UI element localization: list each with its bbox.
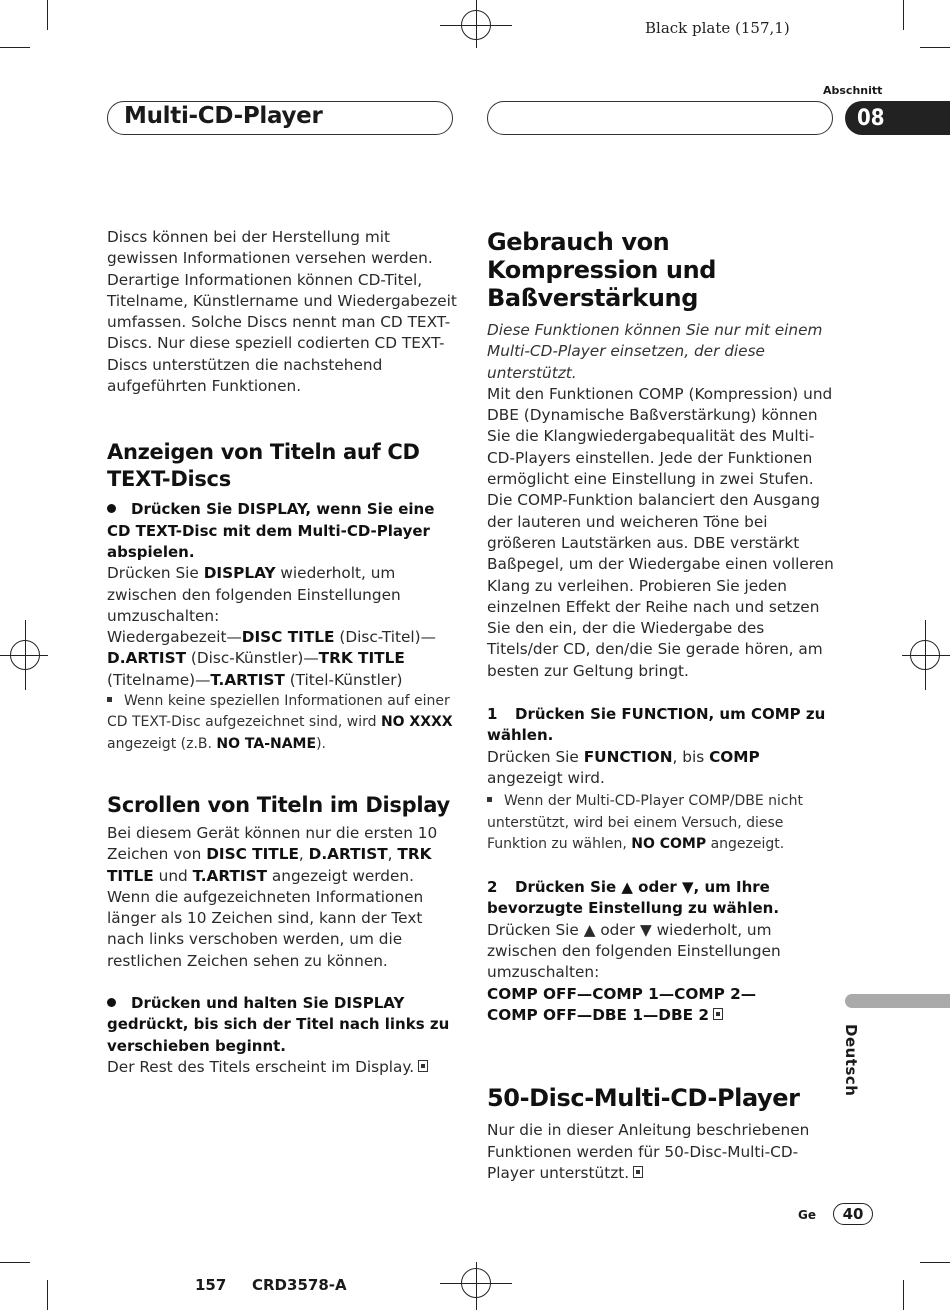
crop-mark [920, 47, 950, 48]
heading-display-titles: Anzeigen von Titeln auf CD TEXT-Discs [107, 440, 420, 492]
italic-note: Diese Funktionen können Sie nur mit einem Multi-CD-Player einsetzen, der diese unterstützt. [487, 321, 823, 382]
text-bold: DISC TITLE [206, 845, 299, 864]
heading-scroll-titles: Scrollen von Titeln im Display [107, 792, 450, 817]
step-number: 1 [487, 705, 498, 724]
text: Wenn der Multi-CD-Player COMP/DBE nicht unterstützt, wird bei einem Versuch, diese Funktion zu wählen, [487, 793, 803, 852]
registration-mark [0, 655, 48, 656]
note [107, 691, 459, 755]
instruction-bullet [107, 499, 459, 563]
crop-mark [0, 47, 30, 48]
language-tab-bar [845, 994, 950, 1008]
footer-number: 157 [195, 1276, 227, 1294]
footer-code: CRD3578-A [252, 1276, 347, 1294]
bullet-icon [107, 998, 116, 1007]
end-mark-icon [418, 1060, 428, 1072]
step-text: Drücken Sie ▲ oder ▼, um Ihre bevorzugte Einstellung zu wählen. [487, 878, 780, 918]
chapter-title: Multi-CD-Player [124, 103, 323, 129]
text: (Disc-Künstler)— [186, 649, 319, 668]
crop-mark [0, 1262, 30, 1263]
text-bold: TRK TITLE [318, 649, 405, 668]
sequence-paragraph [107, 627, 459, 691]
text-bold: T.ARTIST [192, 866, 268, 885]
step-1-paragraph [487, 747, 835, 790]
text: (Titel-Künstler) [284, 670, 403, 689]
step-number: 2 [487, 878, 498, 897]
text-bold: NO COMP [631, 835, 707, 852]
end-mark-icon [633, 1166, 643, 1178]
text: angezeigt. [706, 835, 785, 852]
note-square-icon [487, 797, 492, 802]
text-bold: D.ARTIST [107, 649, 187, 668]
crop-mark [47, 0, 48, 30]
text: , bis [672, 747, 710, 766]
body-paragraph [487, 1120, 835, 1184]
comp-sequence-line: COMP OFF—DBE 1—DBE 2 [487, 1005, 710, 1024]
text-bold: D.ARTIST [308, 845, 388, 864]
bullet-text: Drücken und halten Sie DISPLAY gedrückt, bis sich der Titel nach links zu verschieben beginnt. [107, 994, 450, 1055]
text-bold: T.ARTIST [210, 670, 285, 689]
body-paragraph: Mit den Funktionen COMP (Kompression) und DBE (Dynamische Baßverstärkung) können Sie die Klangwiedergabequalität des Multi-CD-Players einstellen. Jede der Funktionen ermöglicht eine Einstellung in zwei Stufen. Die COMP-Funktion balanciert den Ausgang der lauteren und weicheren Töne bei größeren Lautstärken aus. DBE verstärkt Baßpegel, um der Wiedergabe einen volleren Klang zu verleihen. Probieren Sie jeden einzelnen Effekt der Reihe nach und setzen Sie den ein, der die Wiedergabe des Titels/der CD, den/die Sie gerade hören, am besten zur Geltung bringt. [487, 384, 834, 680]
registration-mark [476, 0, 477, 48]
text: Drücken Sie [107, 564, 204, 583]
page-number: 40 [833, 1203, 873, 1225]
intro-paragraph: Discs können bei der Herstellung mit gewissen Informationen versehen werden. Derartige Informationen können CD-Titel, Titelname, Künstlername und Wiedergabezeit umfassen. Solche Discs nennt man CD TEXT-Discs. Nur diese speziell codierten CD TEXT-Discs unterstützen die nachstehend aufgeführten Funktionen. [107, 228, 457, 396]
body-paragraph [107, 1057, 459, 1078]
heading-compression: Gebrauch von Kompression und Baßverstärkung [487, 228, 717, 312]
step-2-paragraph: Drücken Sie ▲ oder ▼ wiederholt, um zwischen den folgenden Einstellungen umzuschalten: [487, 920, 781, 982]
text: ). [316, 735, 326, 752]
text-bold: FUNCTION [583, 747, 673, 766]
text-bold: COMP [709, 747, 760, 766]
text: und [153, 866, 193, 885]
scroll-paragraph [107, 823, 459, 972]
body-paragraph [107, 563, 459, 627]
registration-mark [25, 620, 26, 690]
text: Wiedergabezeit— [107, 628, 242, 647]
registration-mark [925, 620, 926, 690]
right-column [487, 228, 835, 1184]
step-2 [487, 877, 835, 920]
plate-label: Black plate (157,1) [645, 19, 790, 37]
text: angezeigt werden. Wenn die aufgezeichneten Informationen länger als 10 Zeichen sind, kann der Text nach links verschoben werden, um die restlichen Zeichen sehen zu können. [107, 866, 424, 970]
note-text [487, 793, 803, 852]
crop-mark [920, 1262, 950, 1263]
text: , [387, 845, 398, 864]
text: (Titelname)— [107, 670, 211, 689]
header-frame-right [487, 101, 833, 135]
text: Bei diesem Gerät können nur die ersten 10 Zeichen von [107, 823, 438, 864]
registration-mark [476, 1262, 477, 1310]
section-label: Abschnitt [823, 84, 883, 97]
crop-mark [47, 1280, 48, 1310]
text-bold: DISC TITLE [241, 628, 335, 647]
text: Der Rest des Titels erscheint im Display. [107, 1057, 415, 1076]
step-1 [487, 704, 835, 747]
text-bold: TRK TITLE [107, 845, 432, 885]
section-number: 08 [845, 101, 950, 135]
bullet-icon [107, 504, 116, 513]
instruction-bullet [107, 993, 459, 1057]
text: angezeigt wird. [487, 768, 605, 787]
crop-mark [903, 0, 904, 30]
bullet-text: Drücken Sie DISPLAY, wenn Sie eine CD TEXT-Disc mit dem Multi-CD-Player abspielen. [107, 500, 435, 561]
end-mark-icon [713, 1008, 723, 1020]
language-code: Ge [798, 1208, 816, 1222]
text: angezeigt (z.B. [107, 735, 217, 752]
note-square-icon [107, 697, 112, 702]
text: Wenn keine speziellen Informationen auf einer CD TEXT-Disc aufgezeichnet sind, wird [107, 693, 450, 731]
note [487, 791, 835, 855]
text: Drücken Sie [487, 747, 584, 766]
crop-mark [903, 1280, 904, 1310]
text: (Disc-Titel)— [334, 628, 436, 647]
step-text: Drücken Sie FUNCTION, um COMP zu wählen. [487, 705, 826, 745]
comp-sequence [487, 984, 835, 1027]
text: Nur die in dieser Anleitung beschriebenen Funktionen werden für 50-Disc-Multi-CD-Player unterstützt. [487, 1121, 810, 1182]
text-bold: NO TA-NAME [216, 735, 317, 752]
heading-50-disc: 50-Disc-Multi-CD-Player [487, 1084, 800, 1113]
registration-mark [902, 655, 950, 656]
comp-sequence-line: COMP OFF—COMP 1—COMP 2— [487, 984, 757, 1003]
text: , [298, 845, 309, 864]
left-column [107, 227, 459, 1078]
text-bold: DISPLAY [203, 564, 276, 583]
text: wiederholt, um zwischen den folgenden Einstellungen umzuschalten: [107, 564, 401, 625]
text-bold: NO XXXX [380, 714, 453, 731]
language-tab: Deutsch [842, 1024, 860, 1097]
